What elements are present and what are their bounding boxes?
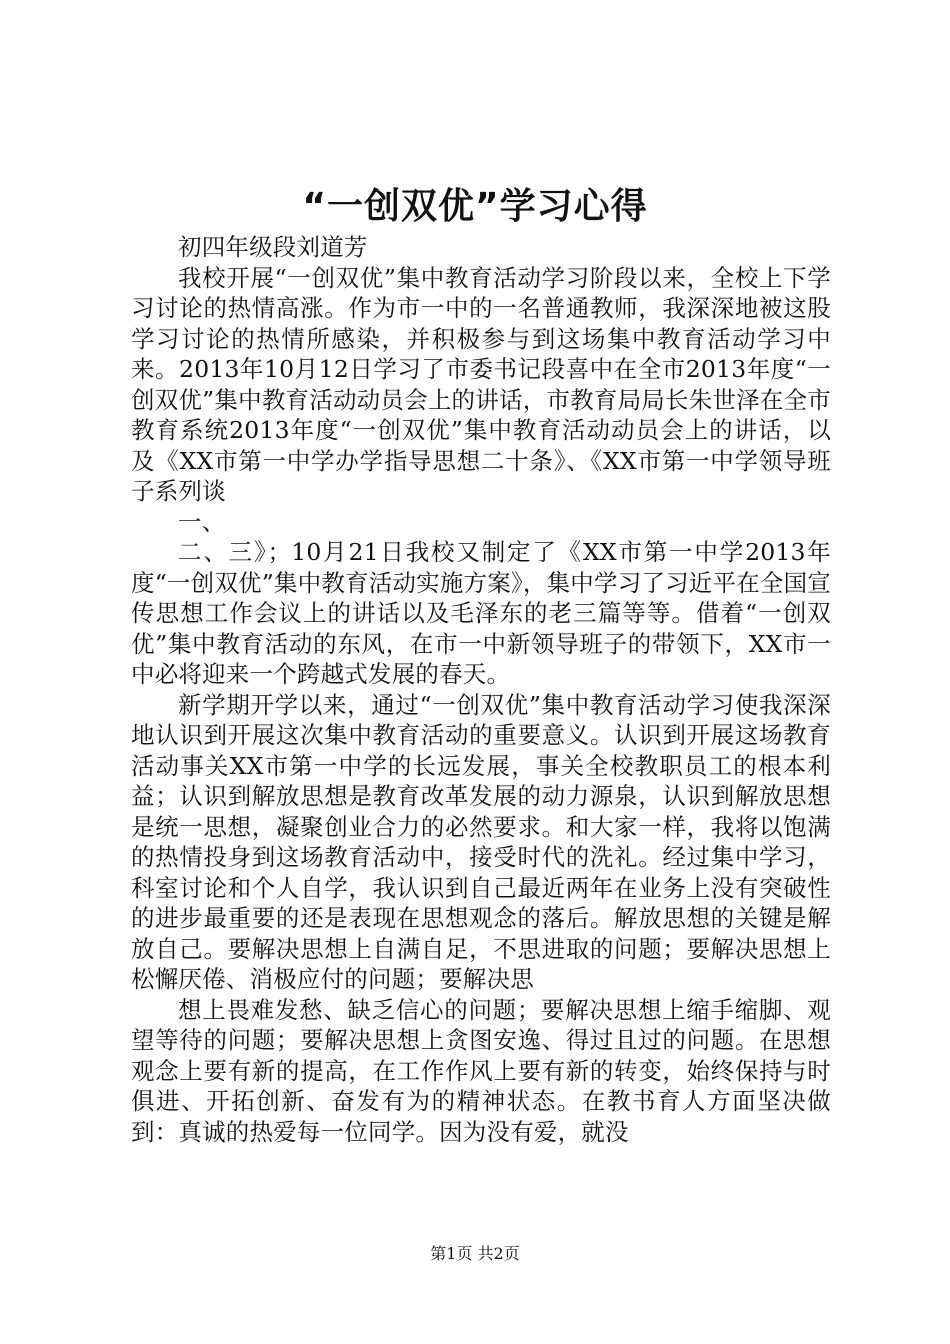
paragraph: 我校开展“一创双优”集中教育活动学习阶段以来，全校上下学习讨论的热情高涨。作为市一中的一名普通教师，我深深地被这股学习讨论的热情所感染，并积极参与到这场集中教育活动学习中来。2013年10月12日学习了市委书记段喜中在全市2013年度“一创双优”集中教育活动动员会上的讲话，市教育局局长朱世泽在全市教育系统2013年度“一创双优”集中教育活动动员会上的讲话，以及《XX市第一中学办学指导思想二十条》、《XX市第一中学领导班子系列谈 xyxy=(131,263,831,505)
author-line: 初四年级段刘道芳 xyxy=(178,233,368,261)
paragraph: 一、 xyxy=(178,507,226,536)
paragraph: 想上畏难发愁、缺乏信心的问题；要解决思想上缩手缩脚、观望等待的问题；要解决思想上贪图安逸、得过且过的问题。在思想观念上要有新的提高，在工作作风上要有新的转变，始终保持与时俱进、开拓创新、奋发有为的精神状态。在教书育人方面坚决做到：真诚的热爱每一位同学。因为没有爱，就没 xyxy=(131,995,831,1146)
page-footer: 第1页 共2页 xyxy=(430,1244,520,1263)
paragraph: 二、三》；10月21日我校又制定了《XX市第一中学2013年度“一创双优”集中教育活动实施方案》，集中学习了习近平在全国宣传思想工作会议上的讲话以及毛泽东的老三篇等等。借着“一创双优”集中教育活动的东风，在市一中新领导班子的带领下，XX市一中必将迎来一个跨越式发展的春天。 xyxy=(131,538,831,688)
paragraph: 新学期开学以来，通过“一创双优”集中教育活动学习使我深深地认识到开展这次集中教育活动的重要意义。认识到开展这场教育活动事关XX市第一中学的长远发展，事关全校教职员工的根本利益；认识到解放思想是教育改革发展的动力源泉，认识到解放思想是统一思想，凝聚创业合力的必然要求。和大家一样，我将以饱满的热情投身到这场教育活动中，接受时代的洗礼。经过集中学习，科室讨论和个人自学，我认识到自己最近两年在业务上没有突破性的进步最重要的还是表现在思想观念的落后。解放思想的关键是解放自己。要解决思想上自满自足，不思进取的问题；要解决思想上松懈厌倦、消极应付的问题；要解决思 xyxy=(131,690,831,993)
document-title: “一创双优”学习心得 xyxy=(302,186,648,227)
document-body xyxy=(131,232,831,1147)
